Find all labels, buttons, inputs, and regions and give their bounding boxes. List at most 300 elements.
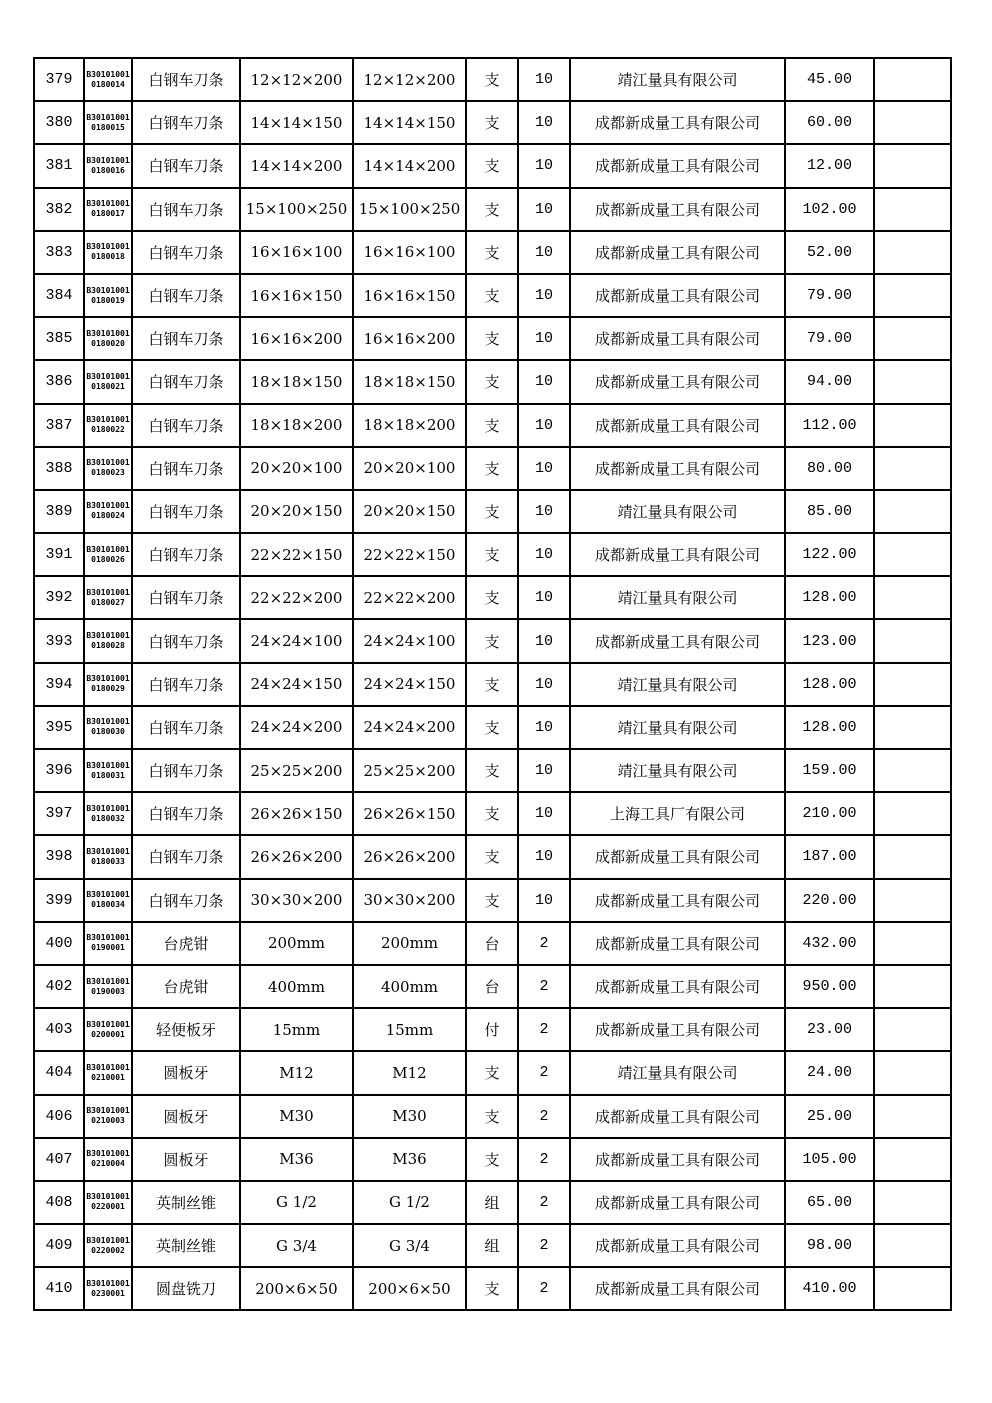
spec-cell: 15mm: [240, 1008, 353, 1051]
quantity-cell: 10: [518, 360, 570, 403]
price-cell: 410.00: [785, 1267, 874, 1310]
table-row: [34, 404, 951, 447]
table-row: [34, 360, 951, 403]
table-row: [34, 576, 951, 619]
row-number-cell: 392: [34, 576, 84, 619]
model-cell: 25×25×200: [353, 749, 466, 792]
note-cell: [874, 619, 951, 662]
model-cell: M12: [353, 1051, 466, 1094]
price-cell: 950.00: [785, 965, 874, 1008]
unit-cell: 支: [466, 188, 518, 231]
note-cell: [874, 1095, 951, 1138]
supplier-cell: 成都新成量工具有限公司: [570, 144, 785, 187]
price-cell: 122.00: [785, 533, 874, 576]
model-cell: 18×18×150: [353, 360, 466, 403]
supplier-cell: 成都新成量工具有限公司: [570, 1138, 785, 1181]
item-code-cell: B301010010180033: [84, 835, 132, 878]
item-name-cell: 白钢车刀条: [132, 663, 240, 706]
unit-cell: 台: [466, 922, 518, 965]
item-name-cell: 英制丝锥: [132, 1181, 240, 1224]
row-number-cell: 395: [34, 706, 84, 749]
spec-cell: G 3/4: [240, 1224, 353, 1267]
note-cell: [874, 231, 951, 274]
unit-cell: 支: [466, 1051, 518, 1094]
item-code-cell: B301010010180029: [84, 663, 132, 706]
spec-cell: 26×26×150: [240, 792, 353, 835]
unit-cell: 支: [466, 317, 518, 360]
item-name-cell: 台虎钳: [132, 922, 240, 965]
quantity-cell: 10: [518, 58, 570, 101]
note-cell: [874, 58, 951, 101]
supplier-cell: 上海工具厂有限公司: [570, 792, 785, 835]
quantity-cell: 10: [518, 188, 570, 231]
unit-cell: 台: [466, 965, 518, 1008]
note-cell: [874, 188, 951, 231]
quantity-cell: 10: [518, 749, 570, 792]
model-cell: 22×22×200: [353, 576, 466, 619]
note-cell: [874, 490, 951, 533]
price-cell: 12.00: [785, 144, 874, 187]
row-number-cell: 403: [34, 1008, 84, 1051]
quantity-cell: 10: [518, 576, 570, 619]
supplier-cell: 成都新成量工具有限公司: [570, 922, 785, 965]
table-row: [34, 879, 951, 922]
quantity-cell: 10: [518, 533, 570, 576]
item-code-cell: B301010010190003: [84, 965, 132, 1008]
quantity-cell: 10: [518, 317, 570, 360]
unit-cell: 支: [466, 879, 518, 922]
unit-cell: 支: [466, 447, 518, 490]
spec-cell: 16×16×200: [240, 317, 353, 360]
price-cell: 24.00: [785, 1051, 874, 1094]
spec-cell: 200×6×50: [240, 1267, 353, 1310]
item-name-cell: 白钢车刀条: [132, 619, 240, 662]
row-number-cell: 386: [34, 360, 84, 403]
item-name-cell: 白钢车刀条: [132, 101, 240, 144]
model-cell: 12×12×200: [353, 58, 466, 101]
model-cell: 26×26×150: [353, 792, 466, 835]
unit-cell: 支: [466, 706, 518, 749]
unit-cell: 支: [466, 231, 518, 274]
unit-cell: 支: [466, 101, 518, 144]
price-table: [33, 57, 952, 1311]
spec-cell: 18×18×200: [240, 404, 353, 447]
row-number-cell: 381: [34, 144, 84, 187]
supplier-cell: 成都新成量工具有限公司: [570, 231, 785, 274]
spec-cell: 14×14×200: [240, 144, 353, 187]
quantity-cell: 10: [518, 619, 570, 662]
spec-cell: 30×30×200: [240, 879, 353, 922]
item-code-cell: B301010010180015: [84, 101, 132, 144]
item-code-cell: B301010010190001: [84, 922, 132, 965]
note-cell: [874, 749, 951, 792]
price-cell: 112.00: [785, 404, 874, 447]
model-cell: 400mm: [353, 965, 466, 1008]
unit-cell: 支: [466, 1267, 518, 1310]
quantity-cell: 2: [518, 965, 570, 1008]
item-code-cell: B301010010220002: [84, 1224, 132, 1267]
unit-cell: 支: [466, 619, 518, 662]
model-cell: 20×20×100: [353, 447, 466, 490]
spec-cell: 24×24×100: [240, 619, 353, 662]
row-number-cell: 404: [34, 1051, 84, 1094]
model-cell: G 3/4: [353, 1224, 466, 1267]
spec-cell: 200mm: [240, 922, 353, 965]
item-name-cell: 白钢车刀条: [132, 576, 240, 619]
row-number-cell: 398: [34, 835, 84, 878]
quantity-cell: 2: [518, 1051, 570, 1094]
model-cell: M36: [353, 1138, 466, 1181]
item-code-cell: B301010010180026: [84, 533, 132, 576]
item-name-cell: 白钢车刀条: [132, 792, 240, 835]
supplier-cell: 靖江量具有限公司: [570, 58, 785, 101]
price-cell: 52.00: [785, 231, 874, 274]
item-name-cell: 圆板牙: [132, 1138, 240, 1181]
item-code-cell: B301010010230001: [84, 1267, 132, 1310]
item-name-cell: 白钢车刀条: [132, 274, 240, 317]
model-cell: 16×16×200: [353, 317, 466, 360]
model-cell: 16×16×150: [353, 274, 466, 317]
quantity-cell: 2: [518, 1095, 570, 1138]
quantity-cell: 10: [518, 490, 570, 533]
row-number-cell: 399: [34, 879, 84, 922]
row-number-cell: 406: [34, 1095, 84, 1138]
row-number-cell: 385: [34, 317, 84, 360]
quantity-cell: 2: [518, 1181, 570, 1224]
unit-cell: 支: [466, 274, 518, 317]
table-row: [34, 144, 951, 187]
row-number-cell: 407: [34, 1138, 84, 1181]
item-code-cell: B301010010180031: [84, 749, 132, 792]
spec-cell: 400mm: [240, 965, 353, 1008]
item-code-cell: B301010010210004: [84, 1138, 132, 1181]
spec-cell: 16×16×150: [240, 274, 353, 317]
item-code-cell: B301010010180030: [84, 706, 132, 749]
item-name-cell: 圆板牙: [132, 1051, 240, 1094]
supplier-cell: 靖江量具有限公司: [570, 490, 785, 533]
quantity-cell: 2: [518, 1224, 570, 1267]
item-code-cell: B301010010180018: [84, 231, 132, 274]
row-number-cell: 389: [34, 490, 84, 533]
unit-cell: 组: [466, 1181, 518, 1224]
price-cell: 102.00: [785, 188, 874, 231]
row-number-cell: 409: [34, 1224, 84, 1267]
row-number-cell: 379: [34, 58, 84, 101]
quantity-cell: 10: [518, 835, 570, 878]
unit-cell: 支: [466, 749, 518, 792]
price-cell: 98.00: [785, 1224, 874, 1267]
quantity-cell: 10: [518, 101, 570, 144]
price-cell: 128.00: [785, 706, 874, 749]
item-code-cell: B301010010180017: [84, 188, 132, 231]
table-body: [34, 58, 951, 1310]
item-name-cell: 白钢车刀条: [132, 404, 240, 447]
table-row: [34, 1095, 951, 1138]
table-row: [34, 58, 951, 101]
price-cell: 65.00: [785, 1181, 874, 1224]
model-cell: 15×100×250: [353, 188, 466, 231]
row-number-cell: 387: [34, 404, 84, 447]
table-row: [34, 490, 951, 533]
supplier-cell: 成都新成量工具有限公司: [570, 317, 785, 360]
table-row: [34, 274, 951, 317]
row-number-cell: 396: [34, 749, 84, 792]
model-cell: 200×6×50: [353, 1267, 466, 1310]
quantity-cell: 10: [518, 663, 570, 706]
note-cell: [874, 274, 951, 317]
row-number-cell: 408: [34, 1181, 84, 1224]
quantity-cell: 10: [518, 231, 570, 274]
table-row: [34, 533, 951, 576]
price-cell: 85.00: [785, 490, 874, 533]
note-cell: [874, 447, 951, 490]
table-row: [34, 1051, 951, 1094]
quantity-cell: 10: [518, 404, 570, 447]
item-code-cell: B301010010210001: [84, 1051, 132, 1094]
supplier-cell: 成都新成量工具有限公司: [570, 404, 785, 447]
supplier-cell: 成都新成量工具有限公司: [570, 619, 785, 662]
supplier-cell: 靖江量具有限公司: [570, 1051, 785, 1094]
row-number-cell: 388: [34, 447, 84, 490]
item-name-cell: 白钢车刀条: [132, 144, 240, 187]
item-name-cell: 台虎钳: [132, 965, 240, 1008]
row-number-cell: 394: [34, 663, 84, 706]
price-cell: 128.00: [785, 663, 874, 706]
table-row: [34, 792, 951, 835]
model-cell: 24×24×200: [353, 706, 466, 749]
item-code-cell: B301010010210003: [84, 1095, 132, 1138]
item-name-cell: 白钢车刀条: [132, 879, 240, 922]
spec-cell: 16×16×100: [240, 231, 353, 274]
quantity-cell: 10: [518, 706, 570, 749]
item-name-cell: 白钢车刀条: [132, 706, 240, 749]
model-cell: 14×14×200: [353, 144, 466, 187]
supplier-cell: 靖江量具有限公司: [570, 706, 785, 749]
price-cell: 60.00: [785, 101, 874, 144]
item-name-cell: 白钢车刀条: [132, 58, 240, 101]
item-code-cell: B301010010180028: [84, 619, 132, 662]
note-cell: [874, 1138, 951, 1181]
supplier-cell: 成都新成量工具有限公司: [570, 965, 785, 1008]
item-code-cell: B301010010180021: [84, 360, 132, 403]
spec-cell: 26×26×200: [240, 835, 353, 878]
supplier-cell: 成都新成量工具有限公司: [570, 1224, 785, 1267]
item-code-cell: B301010010180016: [84, 144, 132, 187]
spec-cell: 22×22×150: [240, 533, 353, 576]
item-code-cell: B301010010180034: [84, 879, 132, 922]
price-table-sheet: [33, 57, 950, 1311]
note-cell: [874, 965, 951, 1008]
model-cell: 16×16×100: [353, 231, 466, 274]
note-cell: [874, 879, 951, 922]
spec-cell: M12: [240, 1051, 353, 1094]
row-number-cell: 397: [34, 792, 84, 835]
supplier-cell: 成都新成量工具有限公司: [570, 447, 785, 490]
model-cell: 18×18×200: [353, 404, 466, 447]
quantity-cell: 10: [518, 447, 570, 490]
table-row: [34, 1181, 951, 1224]
model-cell: 24×24×150: [353, 663, 466, 706]
supplier-cell: 成都新成量工具有限公司: [570, 360, 785, 403]
model-cell: G 1/2: [353, 1181, 466, 1224]
spec-cell: 14×14×150: [240, 101, 353, 144]
supplier-cell: 成都新成量工具有限公司: [570, 1267, 785, 1310]
item-name-cell: 白钢车刀条: [132, 317, 240, 360]
quantity-cell: 2: [518, 1138, 570, 1181]
table-row: [34, 447, 951, 490]
price-cell: 79.00: [785, 274, 874, 317]
unit-cell: 支: [466, 360, 518, 403]
note-cell: [874, 317, 951, 360]
price-cell: 159.00: [785, 749, 874, 792]
unit-cell: 支: [466, 58, 518, 101]
note-cell: [874, 101, 951, 144]
unit-cell: 支: [466, 490, 518, 533]
row-number-cell: 391: [34, 533, 84, 576]
price-cell: 220.00: [785, 879, 874, 922]
supplier-cell: 靖江量具有限公司: [570, 663, 785, 706]
row-number-cell: 410: [34, 1267, 84, 1310]
table-row: [34, 706, 951, 749]
price-cell: 105.00: [785, 1138, 874, 1181]
unit-cell: 支: [466, 792, 518, 835]
row-number-cell: 380: [34, 101, 84, 144]
supplier-cell: 成都新成量工具有限公司: [570, 533, 785, 576]
item-code-cell: B301010010180022: [84, 404, 132, 447]
price-cell: 432.00: [785, 922, 874, 965]
table-row: [34, 835, 951, 878]
unit-cell: 支: [466, 835, 518, 878]
quantity-cell: 10: [518, 274, 570, 317]
spec-cell: 15×100×250: [240, 188, 353, 231]
unit-cell: 支: [466, 1095, 518, 1138]
table-row: [34, 317, 951, 360]
spec-cell: 18×18×150: [240, 360, 353, 403]
model-cell: 30×30×200: [353, 879, 466, 922]
item-name-cell: 白钢车刀条: [132, 749, 240, 792]
item-name-cell: 白钢车刀条: [132, 835, 240, 878]
item-name-cell: 白钢车刀条: [132, 490, 240, 533]
item-code-cell: B301010010180020: [84, 317, 132, 360]
table-row: [34, 1267, 951, 1310]
note-cell: [874, 404, 951, 447]
item-code-cell: B301010010180032: [84, 792, 132, 835]
note-cell: [874, 706, 951, 749]
item-name-cell: 白钢车刀条: [132, 447, 240, 490]
item-code-cell: B301010010180014: [84, 58, 132, 101]
item-name-cell: 轻便板牙: [132, 1008, 240, 1051]
supplier-cell: 靖江量具有限公司: [570, 576, 785, 619]
supplier-cell: 成都新成量工具有限公司: [570, 1181, 785, 1224]
table-row: [34, 663, 951, 706]
quantity-cell: 10: [518, 792, 570, 835]
table-row: [34, 231, 951, 274]
unit-cell: 支: [466, 576, 518, 619]
row-number-cell: 384: [34, 274, 84, 317]
price-cell: 80.00: [785, 447, 874, 490]
price-cell: 94.00: [785, 360, 874, 403]
row-number-cell: 383: [34, 231, 84, 274]
unit-cell: 支: [466, 663, 518, 706]
item-code-cell: B301010010200001: [84, 1008, 132, 1051]
spec-cell: 24×24×150: [240, 663, 353, 706]
table-row: [34, 965, 951, 1008]
item-name-cell: 英制丝锥: [132, 1224, 240, 1267]
quantity-cell: 2: [518, 922, 570, 965]
supplier-cell: 成都新成量工具有限公司: [570, 101, 785, 144]
price-cell: 25.00: [785, 1095, 874, 1138]
note-cell: [874, 792, 951, 835]
spec-cell: 20×20×150: [240, 490, 353, 533]
spec-cell: 24×24×200: [240, 706, 353, 749]
quantity-cell: 10: [518, 144, 570, 187]
quantity-cell: 2: [518, 1267, 570, 1310]
row-number-cell: 382: [34, 188, 84, 231]
price-cell: 187.00: [785, 835, 874, 878]
supplier-cell: 靖江量具有限公司: [570, 749, 785, 792]
item-name-cell: 白钢车刀条: [132, 360, 240, 403]
item-code-cell: B301010010220001: [84, 1181, 132, 1224]
model-cell: 14×14×150: [353, 101, 466, 144]
table-row: [34, 188, 951, 231]
note-cell: [874, 835, 951, 878]
unit-cell: 付: [466, 1008, 518, 1051]
item-code-cell: B301010010180019: [84, 274, 132, 317]
table-row: [34, 1138, 951, 1181]
note-cell: [874, 922, 951, 965]
note-cell: [874, 663, 951, 706]
price-cell: 128.00: [785, 576, 874, 619]
note-cell: [874, 1224, 951, 1267]
row-number-cell: 393: [34, 619, 84, 662]
supplier-cell: 成都新成量工具有限公司: [570, 879, 785, 922]
note-cell: [874, 144, 951, 187]
spec-cell: 25×25×200: [240, 749, 353, 792]
spec-cell: 22×22×200: [240, 576, 353, 619]
supplier-cell: 成都新成量工具有限公司: [570, 274, 785, 317]
supplier-cell: 成都新成量工具有限公司: [570, 1008, 785, 1051]
item-name-cell: 圆盘铣刀: [132, 1267, 240, 1310]
price-cell: 210.00: [785, 792, 874, 835]
note-cell: [874, 533, 951, 576]
table-row: [34, 1008, 951, 1051]
item-code-cell: B301010010180023: [84, 447, 132, 490]
model-cell: 26×26×200: [353, 835, 466, 878]
quantity-cell: 10: [518, 879, 570, 922]
item-name-cell: 圆板牙: [132, 1095, 240, 1138]
unit-cell: 支: [466, 404, 518, 447]
unit-cell: 组: [466, 1224, 518, 1267]
table-row: [34, 619, 951, 662]
item-code-cell: B301010010180024: [84, 490, 132, 533]
table-row: [34, 749, 951, 792]
note-cell: [874, 1267, 951, 1310]
note-cell: [874, 1181, 951, 1224]
spec-cell: G 1/2: [240, 1181, 353, 1224]
unit-cell: 支: [466, 533, 518, 576]
model-cell: 22×22×150: [353, 533, 466, 576]
note-cell: [874, 1051, 951, 1094]
table-row: [34, 1224, 951, 1267]
price-cell: 123.00: [785, 619, 874, 662]
spec-cell: M30: [240, 1095, 353, 1138]
item-code-cell: B301010010180027: [84, 576, 132, 619]
unit-cell: 支: [466, 144, 518, 187]
spec-cell: 12×12×200: [240, 58, 353, 101]
price-cell: 79.00: [785, 317, 874, 360]
item-name-cell: 白钢车刀条: [132, 231, 240, 274]
note-cell: [874, 360, 951, 403]
